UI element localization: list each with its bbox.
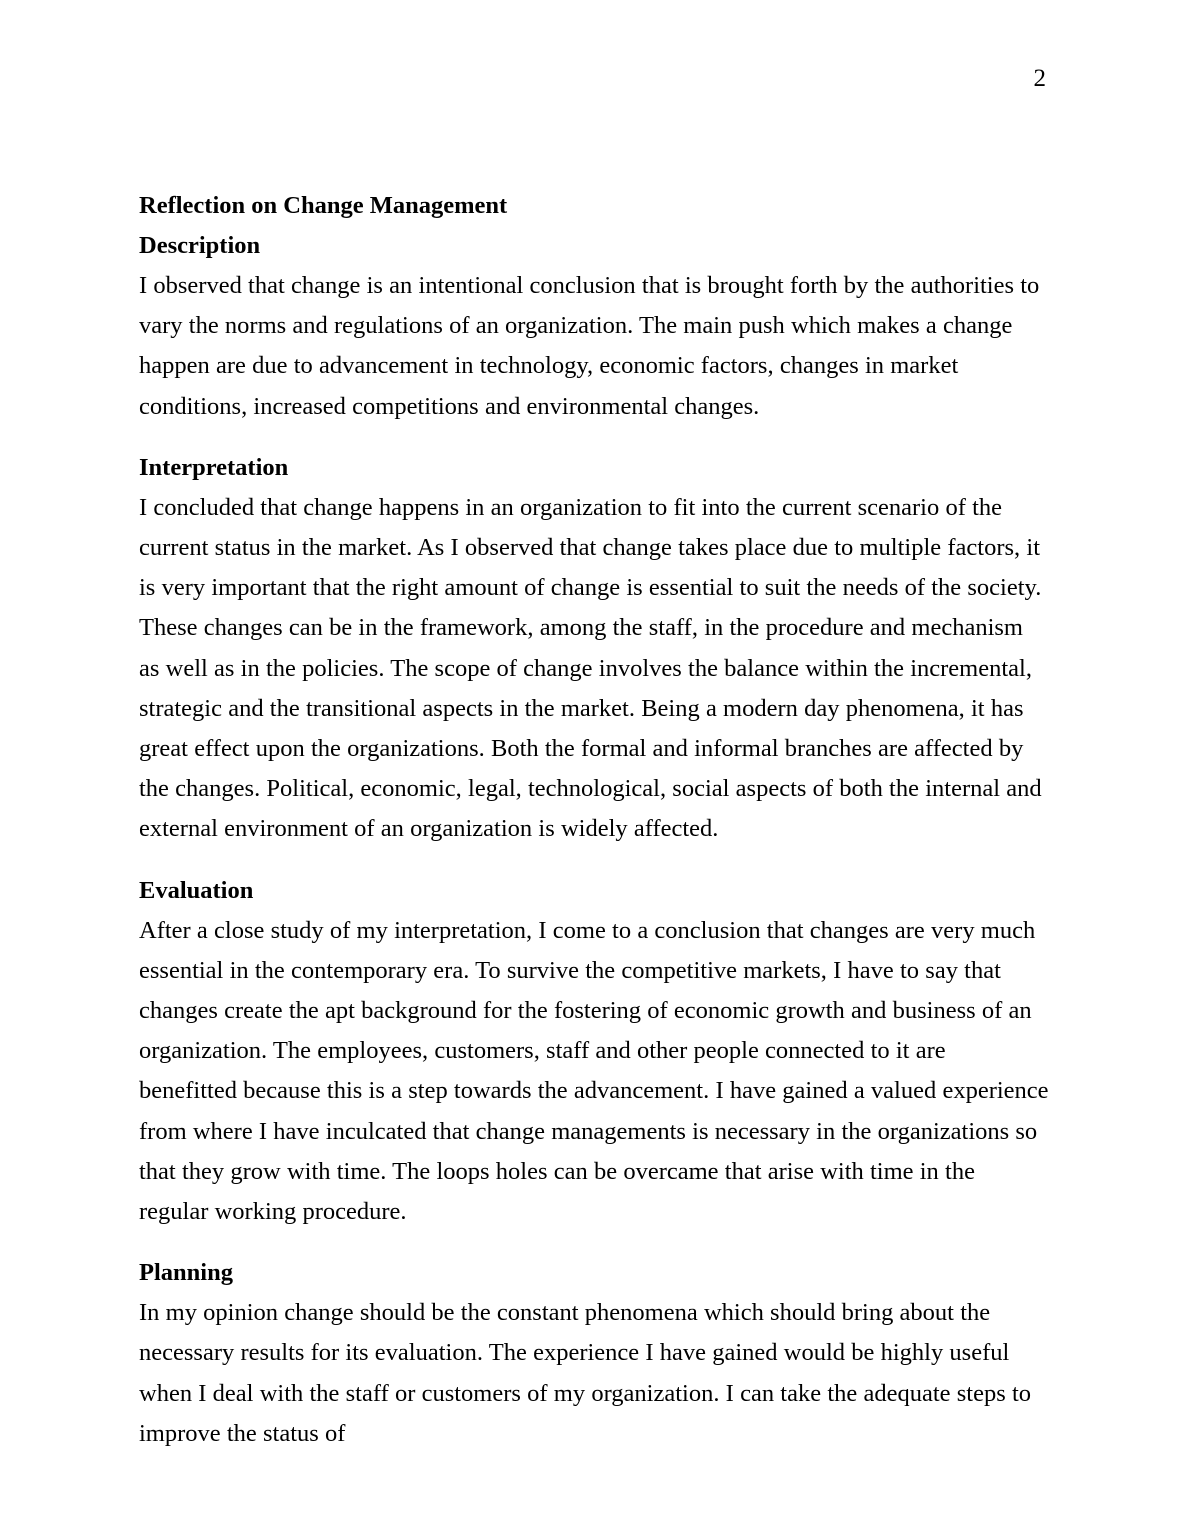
page-number: 2: [1033, 65, 1046, 92]
section-heading-description: Description: [139, 232, 261, 259]
section-paragraph-planning: In my opinion change should be the constant phenomena which should bring about the necessary results for its evaluation. The experience I have gained would be highly useful when I deal with the staff or customers of my organization. I can take the adequate steps to improve the status of: [139, 1299, 1032, 1447]
document-title: Reflection on Change Management: [139, 192, 508, 219]
section-heading-planning: Planning: [139, 1259, 233, 1287]
section-paragraph-evaluation: After a close study of my interpretation, I come to a conclusion that changes are very much essential in the contemporary era. To survive the competitive markets, I have to say that changes create the apt background for the fostering of economic growth and business of an organization. The employees, customers, staff and other people connected to it are benefitted because this is a step towards the advancement. I have gained a valued experience from where I have inculcated that change managements is necessary in the organizations so that they grow with time. The loops holes can be overcame that arise with time in the regular working procedure.: [139, 916, 1049, 1226]
section-interpretation: [139, 448, 1049, 850]
section-heading-evaluation: Evaluation: [139, 876, 254, 904]
section-heading-interpretation: Interpretation: [139, 453, 289, 481]
section-paragraph-interpretation: I concluded that change happens in an organization to fit into the current scenario of the current status in the market. As I observed that change takes place due to multiple factors, it is very important that the right amount of change is essential to suit the needs of the society. These changes can be in the framework, among the staff, in the procedure and mechanism as well as in the policies. The scope of change involves the balance within the incremental, strategic and the transitional aspects in the market. Being a modern day phenomena, it has great effect upon the organizations. Both the formal and informal branches are affected by the changes. Political, economic, legal, technological, social aspects of both the internal and external environment of an organization is widely affected.: [139, 493, 1042, 843]
section-paragraph-description: I observed that change is an intentional conclusion that is brought forth by the authorities to vary the norms and regulations of an organization. The main push which makes a change happen are due to advancement in technology, economic factors, changes in market conditions, increased competitions and environmental changes.: [139, 272, 1040, 420]
section-evaluation: [139, 871, 1049, 1233]
document-body: [139, 186, 1049, 1454]
section-planning: [139, 1253, 1049, 1454]
section-description: [139, 226, 1049, 427]
